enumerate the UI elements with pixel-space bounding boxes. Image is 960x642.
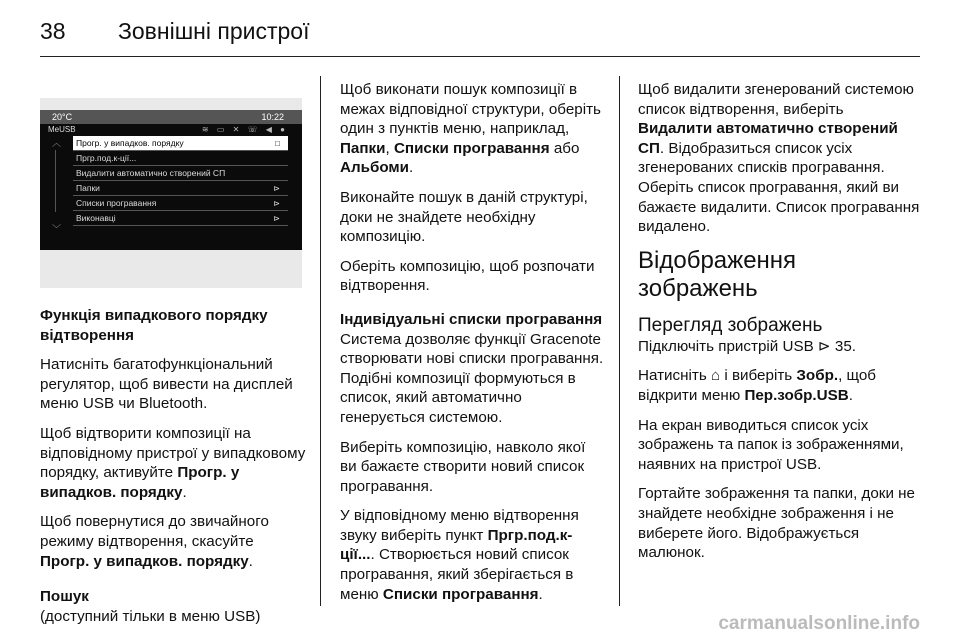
- paragraph: У відповідному меню відтворення звуку виберіть пункт Пргр.под.к-ції.... Створюється новий список програвання, який зберігається в меню Списки програвання.: [340, 507, 579, 603]
- chapter-title: Зовнішні пристрої: [118, 18, 310, 44]
- scroll-up-icon[interactable]: ︿: [52, 138, 62, 148]
- column-divider: [320, 76, 321, 606]
- scrollbar[interactable]: [55, 150, 56, 212]
- paragraph: На екран виводиться список усіх зображень та папок із зображеннями, наявних на пристрої USB.: [638, 416, 904, 473]
- status-icons: ≋ ▭ ✕ ☏ ◀ ●: [201, 125, 288, 134]
- scroll-down-icon[interactable]: ﹀: [52, 224, 62, 234]
- menu-term: Папки: [340, 139, 386, 157]
- menu-item-label: Прогр. у випадков. порядку: [76, 138, 184, 148]
- text: ,: [385, 139, 394, 157]
- column-1: [40, 306, 306, 636]
- text: і виберіть: [724, 367, 797, 385]
- paragraph: Оберіть композицію, щоб розпочати відтворення.: [340, 257, 595, 295]
- text: . Відобразиться список усіх згенерованих списків програвання. Оберіть список програвання, який ви бажаєте видалити. Список програвання видалено.: [638, 139, 920, 236]
- chevron-right-icon: ⊳: [273, 199, 280, 208]
- paragraph: Щоб повернутися до звичайного режиму відтворення, скасуйте Прогр. у випадков. порядку.: [40, 513, 269, 570]
- text: Щоб повернутися до звичайного режиму відтворення, скасуйте: [40, 513, 269, 550]
- text: Щоб видалити згенерований системою список відтворення, виберіть: [638, 81, 914, 118]
- menu-term: Списки програвання: [382, 585, 539, 603]
- paragraph: Натисніть ⌂ і виберіть Зобр., щоб відкрити меню Пер.зобр.USB.: [638, 367, 876, 404]
- menu-item-folders[interactable]: [73, 181, 288, 196]
- display-top-bar: [40, 110, 302, 124]
- page-header: [40, 14, 920, 54]
- menu-item-delete-playlist[interactable]: [73, 166, 288, 181]
- page-number: 38: [40, 18, 66, 44]
- clock-readout: 10:22: [261, 112, 284, 122]
- paragraph: Система дозволяє функції Gracenote створювати нові списки програвання. Подібні композиції формуються в список, який автоматично генерується системою.: [340, 330, 604, 426]
- chevron-right-icon: ⊳: [273, 184, 280, 193]
- menu-term: Альбоми: [340, 159, 409, 177]
- paragraph: Щоб виконати пошук композиції в межах відповідної структури, оберіть один з пунктів меню, наприклад, Папки, Списки програвання або Альбоми.: [340, 81, 601, 177]
- menu-item-artists[interactable]: [73, 211, 288, 226]
- display-screen: [40, 110, 302, 250]
- menu-term: Зобр.: [796, 367, 839, 385]
- section-title: Відображення зображень: [638, 246, 797, 302]
- paragraph: [638, 80, 920, 237]
- menu-item-label: Списки програвання: [76, 198, 157, 208]
- header-rule: [40, 56, 920, 57]
- temperature-readout: 20°C: [52, 112, 73, 122]
- text: Щоб відтворити композиції на відповідному пристрої у випадковому порядку, активуйте: [40, 424, 306, 482]
- chevron-right-icon: ⊳: [273, 214, 280, 223]
- menu-item-similar[interactable]: [73, 151, 288, 166]
- menu-item-label: Видалити автоматично створений СП: [76, 168, 226, 178]
- home-icon: ⌂: [710, 367, 725, 385]
- paragraph: (доступний тільки в меню USB): [40, 607, 261, 625]
- column-2: [340, 80, 606, 614]
- text: У відповідному меню відтворення звуку виберіть пункт: [340, 507, 579, 544]
- text: Щоб виконати пошук композиції в межах відповідної структури, оберіть один з пунктів меню, наприклад,: [340, 81, 601, 138]
- menu-item-label: Пргр.под.к-ції...: [76, 153, 137, 163]
- checkbox-icon: □: [275, 139, 280, 148]
- individual-playlists-heading: Індивідуальні списки програвання: [340, 310, 603, 328]
- menu-term: Прогр. у випадков. порядку: [40, 464, 240, 501]
- search-heading: Пошук: [40, 588, 89, 606]
- paragraph: Виберіть композицію, навколо якої ви бажаєте створити новий список програвання.: [340, 438, 586, 495]
- menu-item-label: Виконавці: [76, 213, 116, 223]
- paragraph: Підключіть пристрій USB ⊳ 35.: [638, 337, 856, 355]
- menu-list: [73, 136, 288, 226]
- subsection-title: Перегляд зображень: [638, 314, 823, 336]
- paragraph: Натисніть багатофункціональний регулятор, щоб вивести на дисплей меню USB чи Bluetooth.: [40, 356, 293, 413]
- text: . Створюється новий список програвання, який зберігається в меню: [340, 546, 574, 603]
- menu-term: Пер.зобр.USB: [744, 386, 849, 404]
- menu-item-label: Папки: [76, 183, 100, 193]
- menu-term: Пргр.под.к-ції...: [340, 526, 573, 564]
- column-divider: [619, 76, 620, 606]
- source-label: MeUSB: [48, 125, 76, 134]
- watermark: carmanualsonline.info: [718, 613, 920, 634]
- menu-term: Прогр. у випадков. порядку: [40, 552, 249, 570]
- text: , щоб відкрити меню: [638, 367, 876, 404]
- text: або: [549, 139, 580, 157]
- menu-item-playlists[interactable]: [73, 196, 288, 211]
- infotainment-screenshot: [40, 98, 302, 288]
- menu-item-shuffle[interactable]: [73, 136, 288, 151]
- menu-term: Видалити автоматично створений СП: [638, 120, 898, 157]
- column-3: [638, 80, 920, 573]
- paragraph: Виконайте пошук в даній структурі, доки не знайдете необхідну композицію.: [340, 188, 588, 246]
- menu-term: Списки програвання: [393, 139, 550, 157]
- shuffle-heading: Функція випадкового порядку відтворення: [40, 307, 268, 344]
- paragraph: Щоб відтворити композиції на відповідному пристрої у випадковому порядку, активуйте Прогр. у випадков. порядку.: [40, 424, 306, 501]
- text: Натисніть: [638, 367, 711, 385]
- paragraph: Гортайте зображення та папки, доки не знайдете необхідне зображення і не виберете його. Відображується малюнок.: [638, 485, 915, 562]
